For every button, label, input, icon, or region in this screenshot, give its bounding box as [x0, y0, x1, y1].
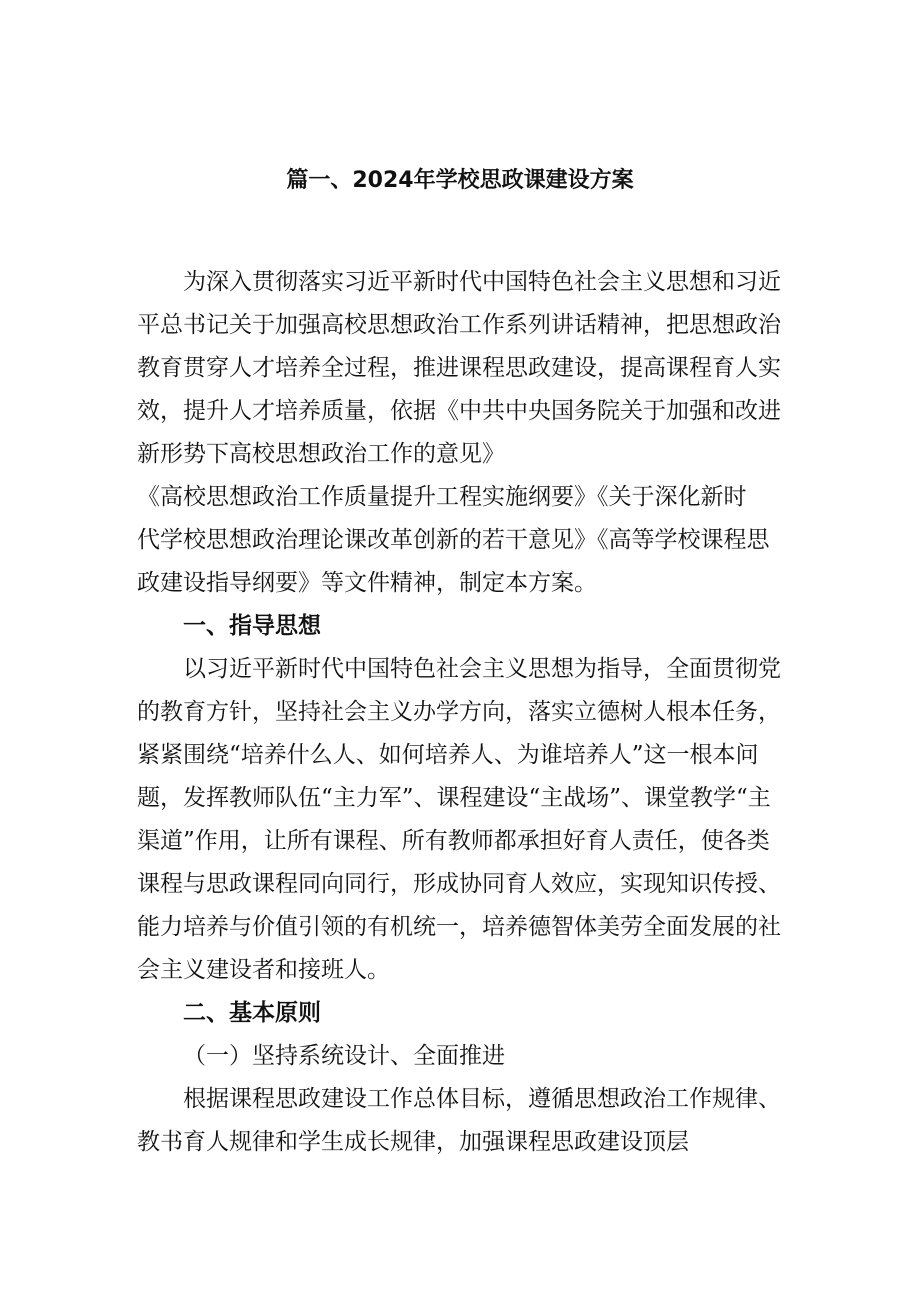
section1-line: 课程与思政课程同向同行，形成协同育人效应，实现知识传授、 — [137, 871, 781, 897]
intro-line: 平总书记关于加强高校思想政治工作系列讲话精神，把思想政治 — [137, 312, 781, 338]
section-heading-guiding-ideology: 一、指导思想 — [183, 613, 321, 639]
intro-line: 《高校思想政治工作质量提升工程实施纲要》《关于深化新时 — [137, 484, 747, 510]
section1-line: 能力培养与价值引领的有机统一，培养德智体美劳全面发展的社 — [137, 914, 781, 940]
intro-line: 新形势下高校思想政治工作的意见》 — [137, 441, 505, 467]
section1-line: 题，发挥教师队伍“主力军”、课程建设“主战场”、课堂教学“主 — [137, 785, 771, 811]
intro-line: 效，提升人才培养质量，依据《中共中央国务院关于加强和改进 — [137, 398, 781, 424]
section-heading-basic-principles: 二、基本原则 — [183, 1000, 321, 1026]
intro-line: 政建设指导纲要》等文件精神，制定本方案。 — [137, 570, 597, 596]
document-title: 篇一、2024年学校思政课建设方案 — [286, 168, 634, 193]
intro-line: 代学校思想政治理论课改革创新的若干意见》《高等学校课程思 — [137, 527, 770, 553]
intro-line: 为深入贯彻落实习近平新时代中国特色社会主义思想和习近 — [183, 269, 781, 295]
section1-line: 的教育方针，坚持社会主义办学方向，落实立德树人根本任务， — [137, 699, 781, 725]
section1-line: 会主义建设者和接班人。 — [137, 957, 390, 983]
section1-line: 以习近平新时代中国特色社会主义思想为指导，全面贯彻党 — [183, 656, 781, 682]
section1-line: 紧紧围绕“培养什么人、如何培养人、为谁培养人”这一根本问 — [137, 742, 759, 768]
subsection-heading: （一）坚持系统设计、全面推进 — [183, 1043, 505, 1069]
intro-line: 教育贯穿人才培养全过程，推进课程思政建设，提高课程育人实 — [137, 355, 781, 381]
subsection1-line: 教书育人规律和学生成长规律，加强课程思政建设顶层 — [137, 1129, 689, 1155]
subsection1-line: 根据课程思政建设工作总体目标，遵循思想政治工作规律、 — [183, 1086, 781, 1112]
section1-line: 渠道”作用，让所有课程、所有教师都承担好育人责任，使各类 — [137, 828, 770, 854]
